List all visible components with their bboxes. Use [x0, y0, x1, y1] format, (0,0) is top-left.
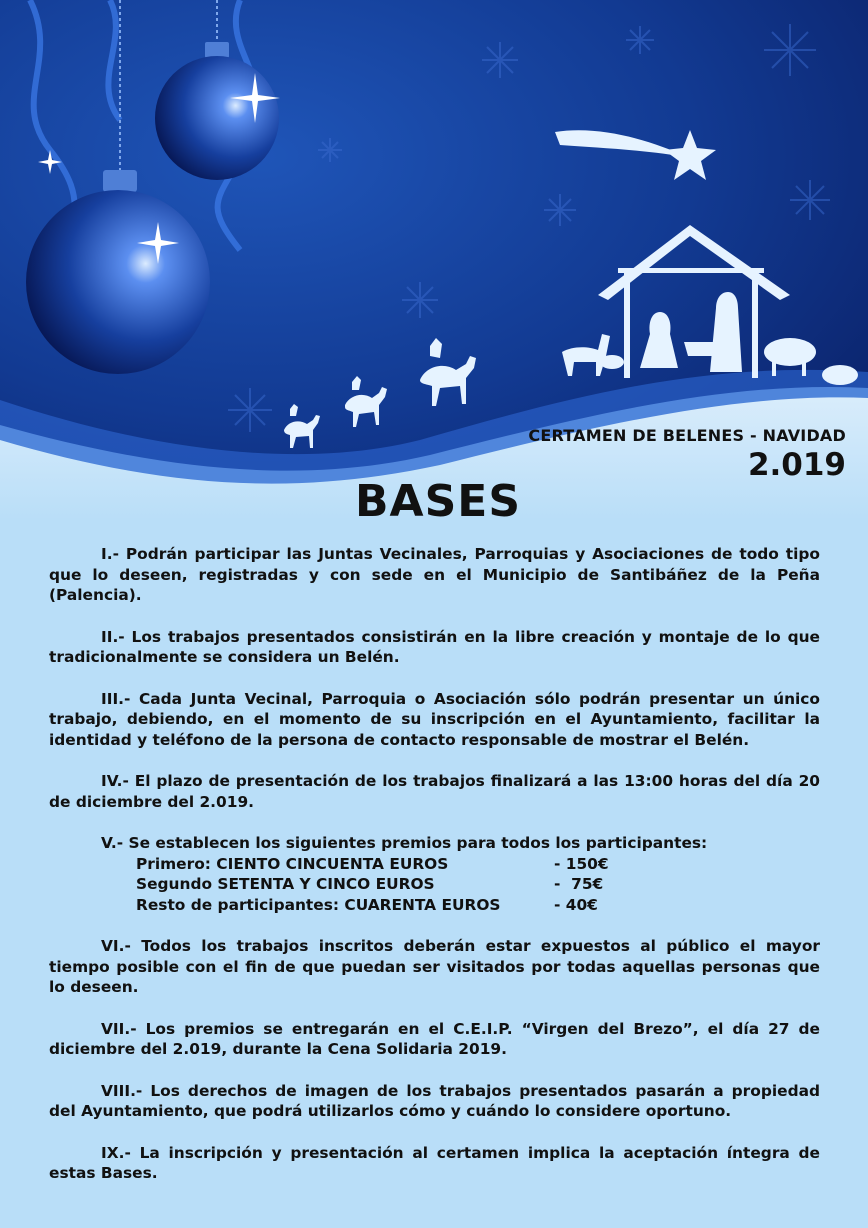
page-title: BASES [354, 476, 522, 527]
prize-row [49, 854, 820, 875]
contest-year: 2.019 [747, 447, 846, 483]
rule-paragraph: VII.- Los premios se entregarán en el C.E.I.P. “Virgen del Brezo”, el día 27 de diciembre del 2.019, durante la Cena Solidaria 2019. [49, 1019, 820, 1058]
prizes-intro: V.- Se establecen los siguientes premios para todos los participantes: [101, 834, 708, 852]
rule-paragraph: IV.- El plazo de presentación de los trabajos finalizará a las 13:00 horas del día 20 de diciembre del 2.019. [49, 772, 820, 811]
prize-label: Primero: CIENTO CINCUENTA EUROS [136, 854, 449, 873]
prize-row [49, 874, 820, 895]
prize-amount: - 75€ [554, 875, 604, 893]
rule-paragraph: VI.- Todos los trabajos inscritos deberán estar expuestos al público el mayor tiempo posible con el fin de que puedan ser visitados por todas aquellas personas que lo deseen. [49, 937, 820, 996]
rules-body [49, 544, 820, 1184]
rule-paragraph: III.- Cada Junta Vecinal, Parroquia o Asociación sólo podrán presentar un único trabajo, debiendo, en el momento de su inscripción en el Ayuntamiento, facilitar la identidad y teléfono de la persona de contacto responsable de mostrar el Belén. [49, 689, 820, 749]
prize-label: Resto de participantes: CUARENTA EUROS [136, 895, 501, 914]
prizes-section [49, 833, 820, 915]
contest-subtitle: CERTAMEN DE BELENES - NAVIDAD [528, 426, 846, 445]
prize-label: Segundo SETENTA Y CINCO EUROS [136, 875, 435, 893]
rule-paragraph: IX.- La inscripción y presentación al certamen implica la aceptación íntegra de estas Bases. [49, 1143, 820, 1182]
rule-paragraph: VIII.- Los derechos de imagen de los trabajos presentados pasarán a propiedad del Ayuntamiento, que podrá utilizarlos cómo y cuándo lo considere oportuno. [49, 1081, 820, 1120]
rule-paragraph: I.- Podrán participar las Juntas Vecinales, Parroquias y Asociaciones de todo tipo que lo deseen, registradas y con sede en el Municipio de Santibáñez de la Peña (Palencia). [49, 545, 820, 604]
prize-row [49, 895, 820, 916]
prize-amount: - 40€ [554, 895, 598, 914]
rule-paragraph: II.- Los trabajos presentados consistirán en la libre creación y montaje de lo que tradicionalmente se considera un Belén. [49, 627, 820, 666]
prize-amount: - 150€ [554, 854, 609, 873]
